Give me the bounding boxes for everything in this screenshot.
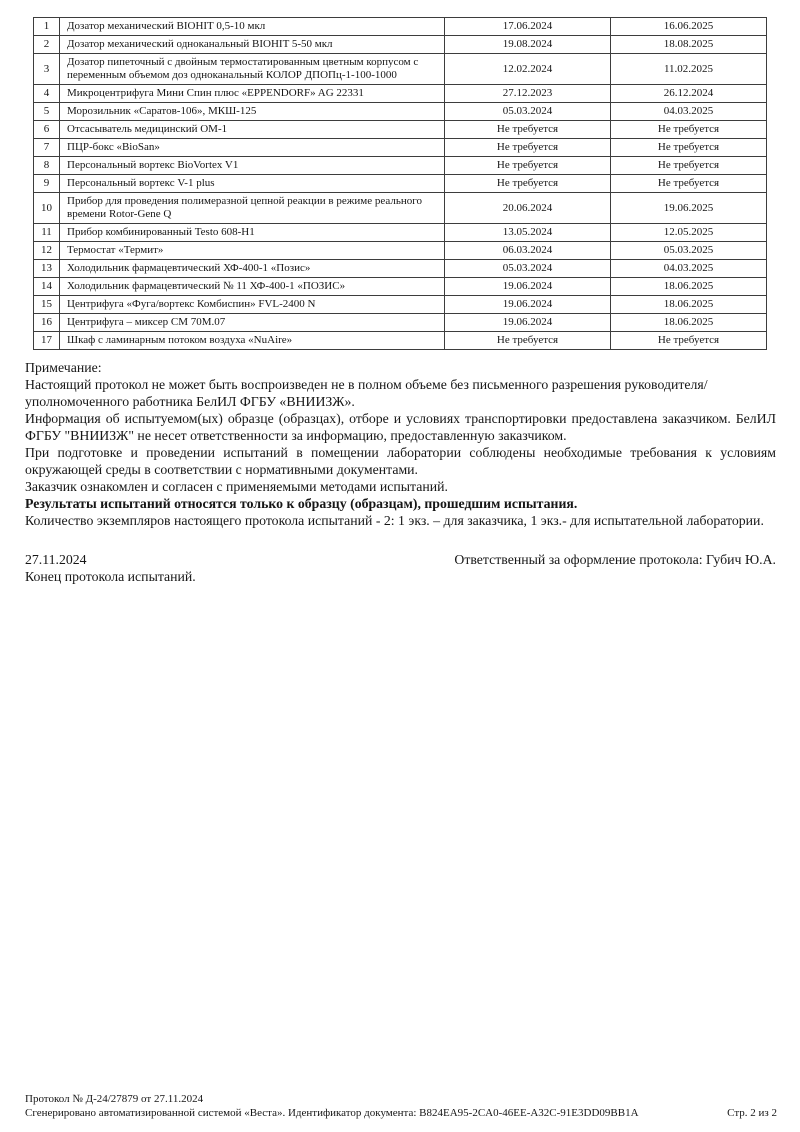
row-number: 12 [34,242,60,260]
valid-until-date: 16.06.2025 [611,18,767,36]
note-paragraph: Количество экземпляров настоящего протокола испытаний - 2: 1 экз. – для заказчика, 1 экз.- для испытательной лаборатории. [25,513,764,528]
row-number: 1 [34,18,60,36]
verification-date: 17.06.2024 [445,18,611,36]
row-number: 6 [34,121,60,139]
row-number: 8 [34,157,60,175]
verification-date: 05.03.2024 [445,260,611,278]
verification-date: 27.12.2023 [445,85,611,103]
row-number: 17 [34,332,60,350]
valid-until-date: 04.03.2025 [611,103,767,121]
valid-until-date: 04.03.2025 [611,260,767,278]
table-row [34,36,767,54]
valid-until-date: 05.03.2025 [611,242,767,260]
row-number: 16 [34,314,60,332]
equipment-table-body [34,18,767,350]
table-row [34,242,767,260]
valid-until-date: Не требуется [611,121,767,139]
equipment-name: Морозильник «Саратов-106», МКШ-125 [60,103,445,121]
page-number: Стр. 2 из 2 [727,1107,777,1119]
valid-until-date: 18.06.2025 [611,278,767,296]
table-row [34,332,767,350]
equipment-name: Центрифуга – миксер CM 70M.07 [60,314,445,332]
table-row [34,224,767,242]
table-row [34,139,767,157]
row-number: 14 [34,278,60,296]
footer-line2 [25,1106,777,1120]
table-row [34,103,767,121]
equipment-name: Микроцентрифуга Мини Спин плюс «EPPENDORF» AG 22331 [60,85,445,103]
table-row [34,296,767,314]
equipment-name: Центрифуга «Фуга/вортекс Комбиспин» FVL-2400 N [60,296,445,314]
signature-row [25,551,776,568]
note-paragraph: Информация об испытуемом(ых) образце (образцах), отборе и условиях транспортировки предоставлена заказчиком. БелИЛ ФГБУ "ВНИИЗЖ" не несет ответственности за информацию, предоставленную заказчиком. [25,411,776,443]
note-paragraph: При подготовке и проведении испытаний в помещении лаборатории соблюдены необходимые требования к условиям окружающей среды в соответствии с нормативными документами. [25,445,776,477]
valid-until-date: 18.06.2025 [611,314,767,332]
notes-heading: Примечание: [25,360,102,375]
valid-until-date: Не требуется [611,139,767,157]
table-row [34,193,767,224]
footer-protocol-number: Протокол № Д-24/27879 от 27.11.2024 [25,1093,204,1105]
table-row [34,314,767,332]
row-number: 10 [34,193,60,224]
equipment-name: Холодильник фармацевтический ХФ-400-1 «Позис» [60,260,445,278]
table-row [34,54,767,85]
row-number: 7 [34,139,60,157]
valid-until-date: Не требуется [611,157,767,175]
verification-date: Не требуется [445,157,611,175]
verification-date: 06.03.2024 [445,242,611,260]
table-row [34,85,767,103]
table-row [34,278,767,296]
row-number: 2 [34,36,60,54]
valid-until-date: 26.12.2024 [611,85,767,103]
verification-date: 20.06.2024 [445,193,611,224]
equipment-name: Прибор для проведения полимеразной цепной реакции в режиме реального времени Rotor-Gene Q [60,193,445,224]
valid-until-date: 18.06.2025 [611,296,767,314]
verification-date: 19.06.2024 [445,278,611,296]
equipment-name: Дозатор механический BIOHIT 0,5-10 мкл [60,18,445,36]
verification-date: 13.05.2024 [445,224,611,242]
row-number: 9 [34,175,60,193]
verification-date: 19.08.2024 [445,36,611,54]
table-row [34,175,767,193]
protocol-date: 27.11.2024 [25,552,87,567]
equipment-name: Персональный вортекс V-1 plus [60,175,445,193]
verification-date: Не требуется [445,121,611,139]
equipment-name: Шкаф с ламинарным потоком воздуха «NuAire» [60,332,445,350]
row-number: 3 [34,54,60,85]
row-number: 11 [34,224,60,242]
row-number: 13 [34,260,60,278]
end-of-protocol-line: Конец протокола испытаний. [25,569,196,584]
footer-generated-text: Сгенерировано автоматизированной системой «Веста». Идентификатор документа: B824EA95-2CA0-46EE-A32C-91E3DD09BB1A [25,1107,639,1119]
verification-date: 05.03.2024 [445,103,611,121]
note-paragraph: Заказчик ознакомлен и согласен с применяемыми методами испытаний. [25,479,448,494]
note-paragraph: Настоящий протокол не может быть воспроизведен не в полном объеме без письменного разрешения руководителя/уполномоченного работника БелИЛ ФГБУ «ВНИИЗЖ». [25,377,708,409]
equipment-name: ПЦР-бокс «BioSan» [60,139,445,157]
equipment-name: Отсасыватель медицинский ОМ-1 [60,121,445,139]
table-row [34,260,767,278]
valid-until-date: 19.06.2025 [611,193,767,224]
valid-until-date: Не требуется [611,332,767,350]
equipment-name: Термостат «Термит» [60,242,445,260]
verification-date: Не требуется [445,332,611,350]
equipment-name: Персональный вортекс BioVortex V1 [60,157,445,175]
note-paragraph: Результаты испытаний относятся только к образцу (образцам), прошедшим испытания. [25,496,578,511]
page-footer [25,1092,777,1120]
row-number: 4 [34,85,60,103]
valid-until-date: Не требуется [611,175,767,193]
verification-date: 12.02.2024 [445,54,611,85]
table-row [34,121,767,139]
responsible-person: Ответственный за оформление протокола: Губич Ю.А. [454,552,776,567]
notes-paragraphs [25,376,776,529]
equipment-name: Дозатор механический одноканальный BIOHIT 5-50 мкл [60,36,445,54]
notes-section [25,359,776,529]
table-row [34,157,767,175]
row-number: 5 [34,103,60,121]
verification-date: 19.06.2024 [445,296,611,314]
verification-date: Не требуется [445,139,611,157]
verification-date: Не требуется [445,175,611,193]
table-row [34,18,767,36]
equipment-name: Прибор комбинированный Testo 608-H1 [60,224,445,242]
valid-until-date: 18.08.2025 [611,36,767,54]
equipment-name: Холодильник фармацевтический № 11 ХФ-400-1 «ПОЗИС» [60,278,445,296]
equipment-name: Дозатор пипеточный с двойным термостатированным цветным корпусом с переменным объемом доз одноканальный КОЛОР ДПОПц-1-100-1000 [60,54,445,85]
valid-until-date: 11.02.2025 [611,54,767,85]
row-number: 15 [34,296,60,314]
verification-date: 19.06.2024 [445,314,611,332]
valid-until-date: 12.05.2025 [611,224,767,242]
equipment-table [33,17,767,350]
